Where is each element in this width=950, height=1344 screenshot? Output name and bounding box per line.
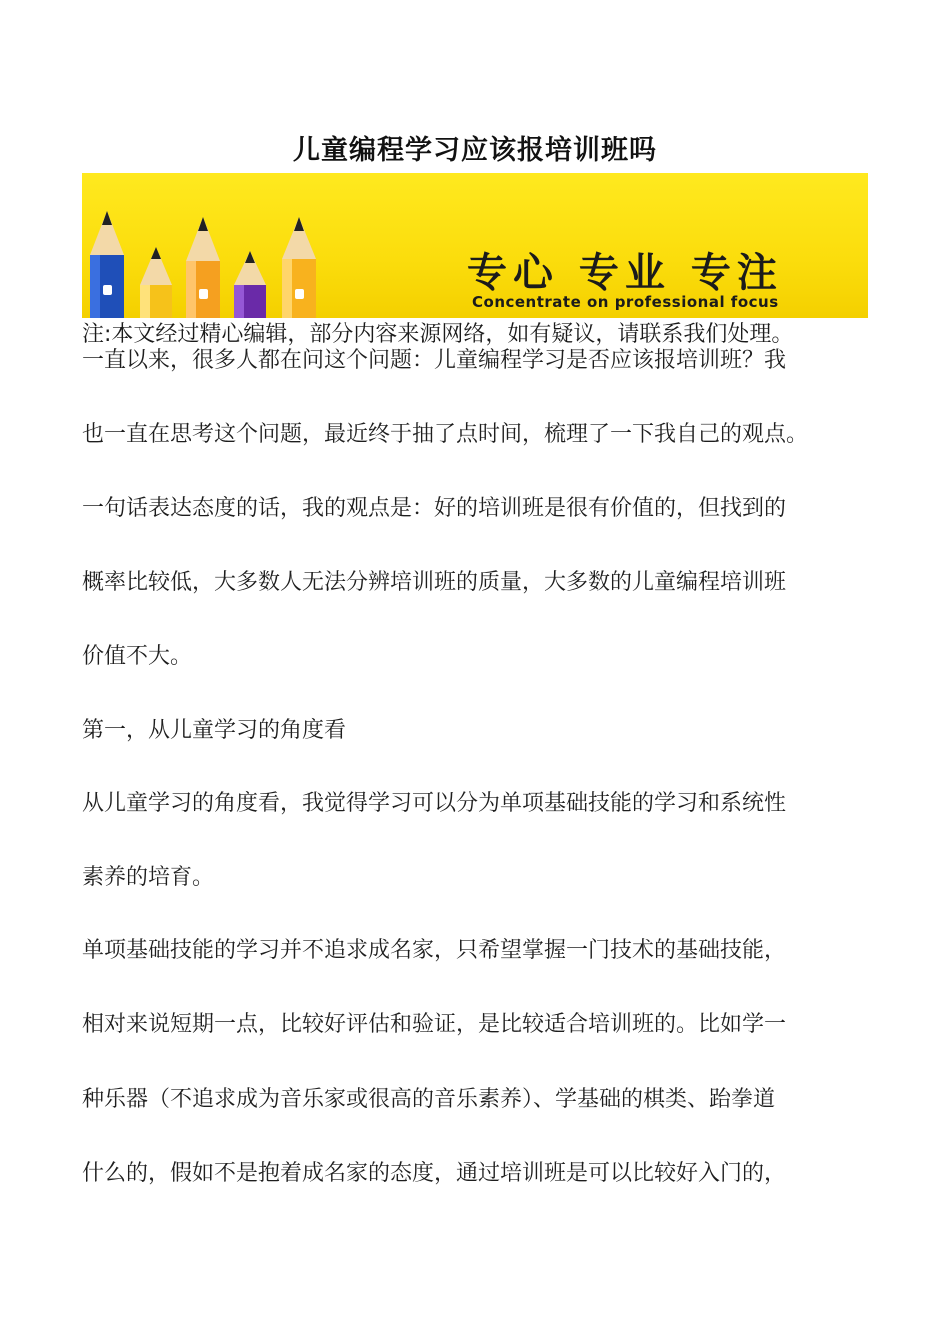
body-line: 也一直在思考这个问题，最近终于抽了点时间，梳理了一下我自己的观点。: [82, 422, 809, 447]
pencils-illustration-icon: [82, 173, 442, 318]
body-line: 从儿童学习的角度看，我觉得学习可以分为单项基础技能的学习和系统性: [82, 791, 787, 816]
body-line: 素养的培育。: [82, 865, 215, 890]
banner-slogan-english: Concentrate on professional focus: [472, 293, 779, 311]
banner-slogan: 专心 专业 专注: [467, 250, 783, 296]
body-line: 一句话表达态度的话，我的观点是：好的培训班是很有价值的，但找到的: [82, 496, 787, 521]
body-line: 单项基础技能的学习并不追求成名家，只希望掌握一门技术的基础技能，: [82, 938, 787, 963]
editor-note: 注:本文经过精心编辑，部分内容来源网络，如有疑议，请联系我们处理。: [82, 322, 794, 347]
body-line: 概率比较低，大多数人无法分辨培训班的质量，大多数的儿童编程培训班: [82, 570, 787, 595]
banner-image: [82, 173, 868, 318]
section-heading: 第一，从儿童学习的角度看: [82, 718, 347, 743]
body-line: 种乐器（不追求成为音乐家或很高的音乐素养）、学基础的棋类、跆拳道: [82, 1087, 776, 1112]
body-line: 什么的，假如不是抱着成名家的态度，通过培训班是可以比较好入门的，: [82, 1161, 787, 1186]
page-title: 儿童编程学习应该报培训班吗: [293, 135, 657, 166]
body-line: 相对来说短期一点，比较好评估和验证，是比较适合培训班的。比如学一: [82, 1012, 787, 1037]
body-line: 一直以来，很多人都在问这个问题：儿童编程学习是否应该报培训班？我: [82, 348, 787, 373]
body-line: 价值不大。: [82, 644, 193, 669]
